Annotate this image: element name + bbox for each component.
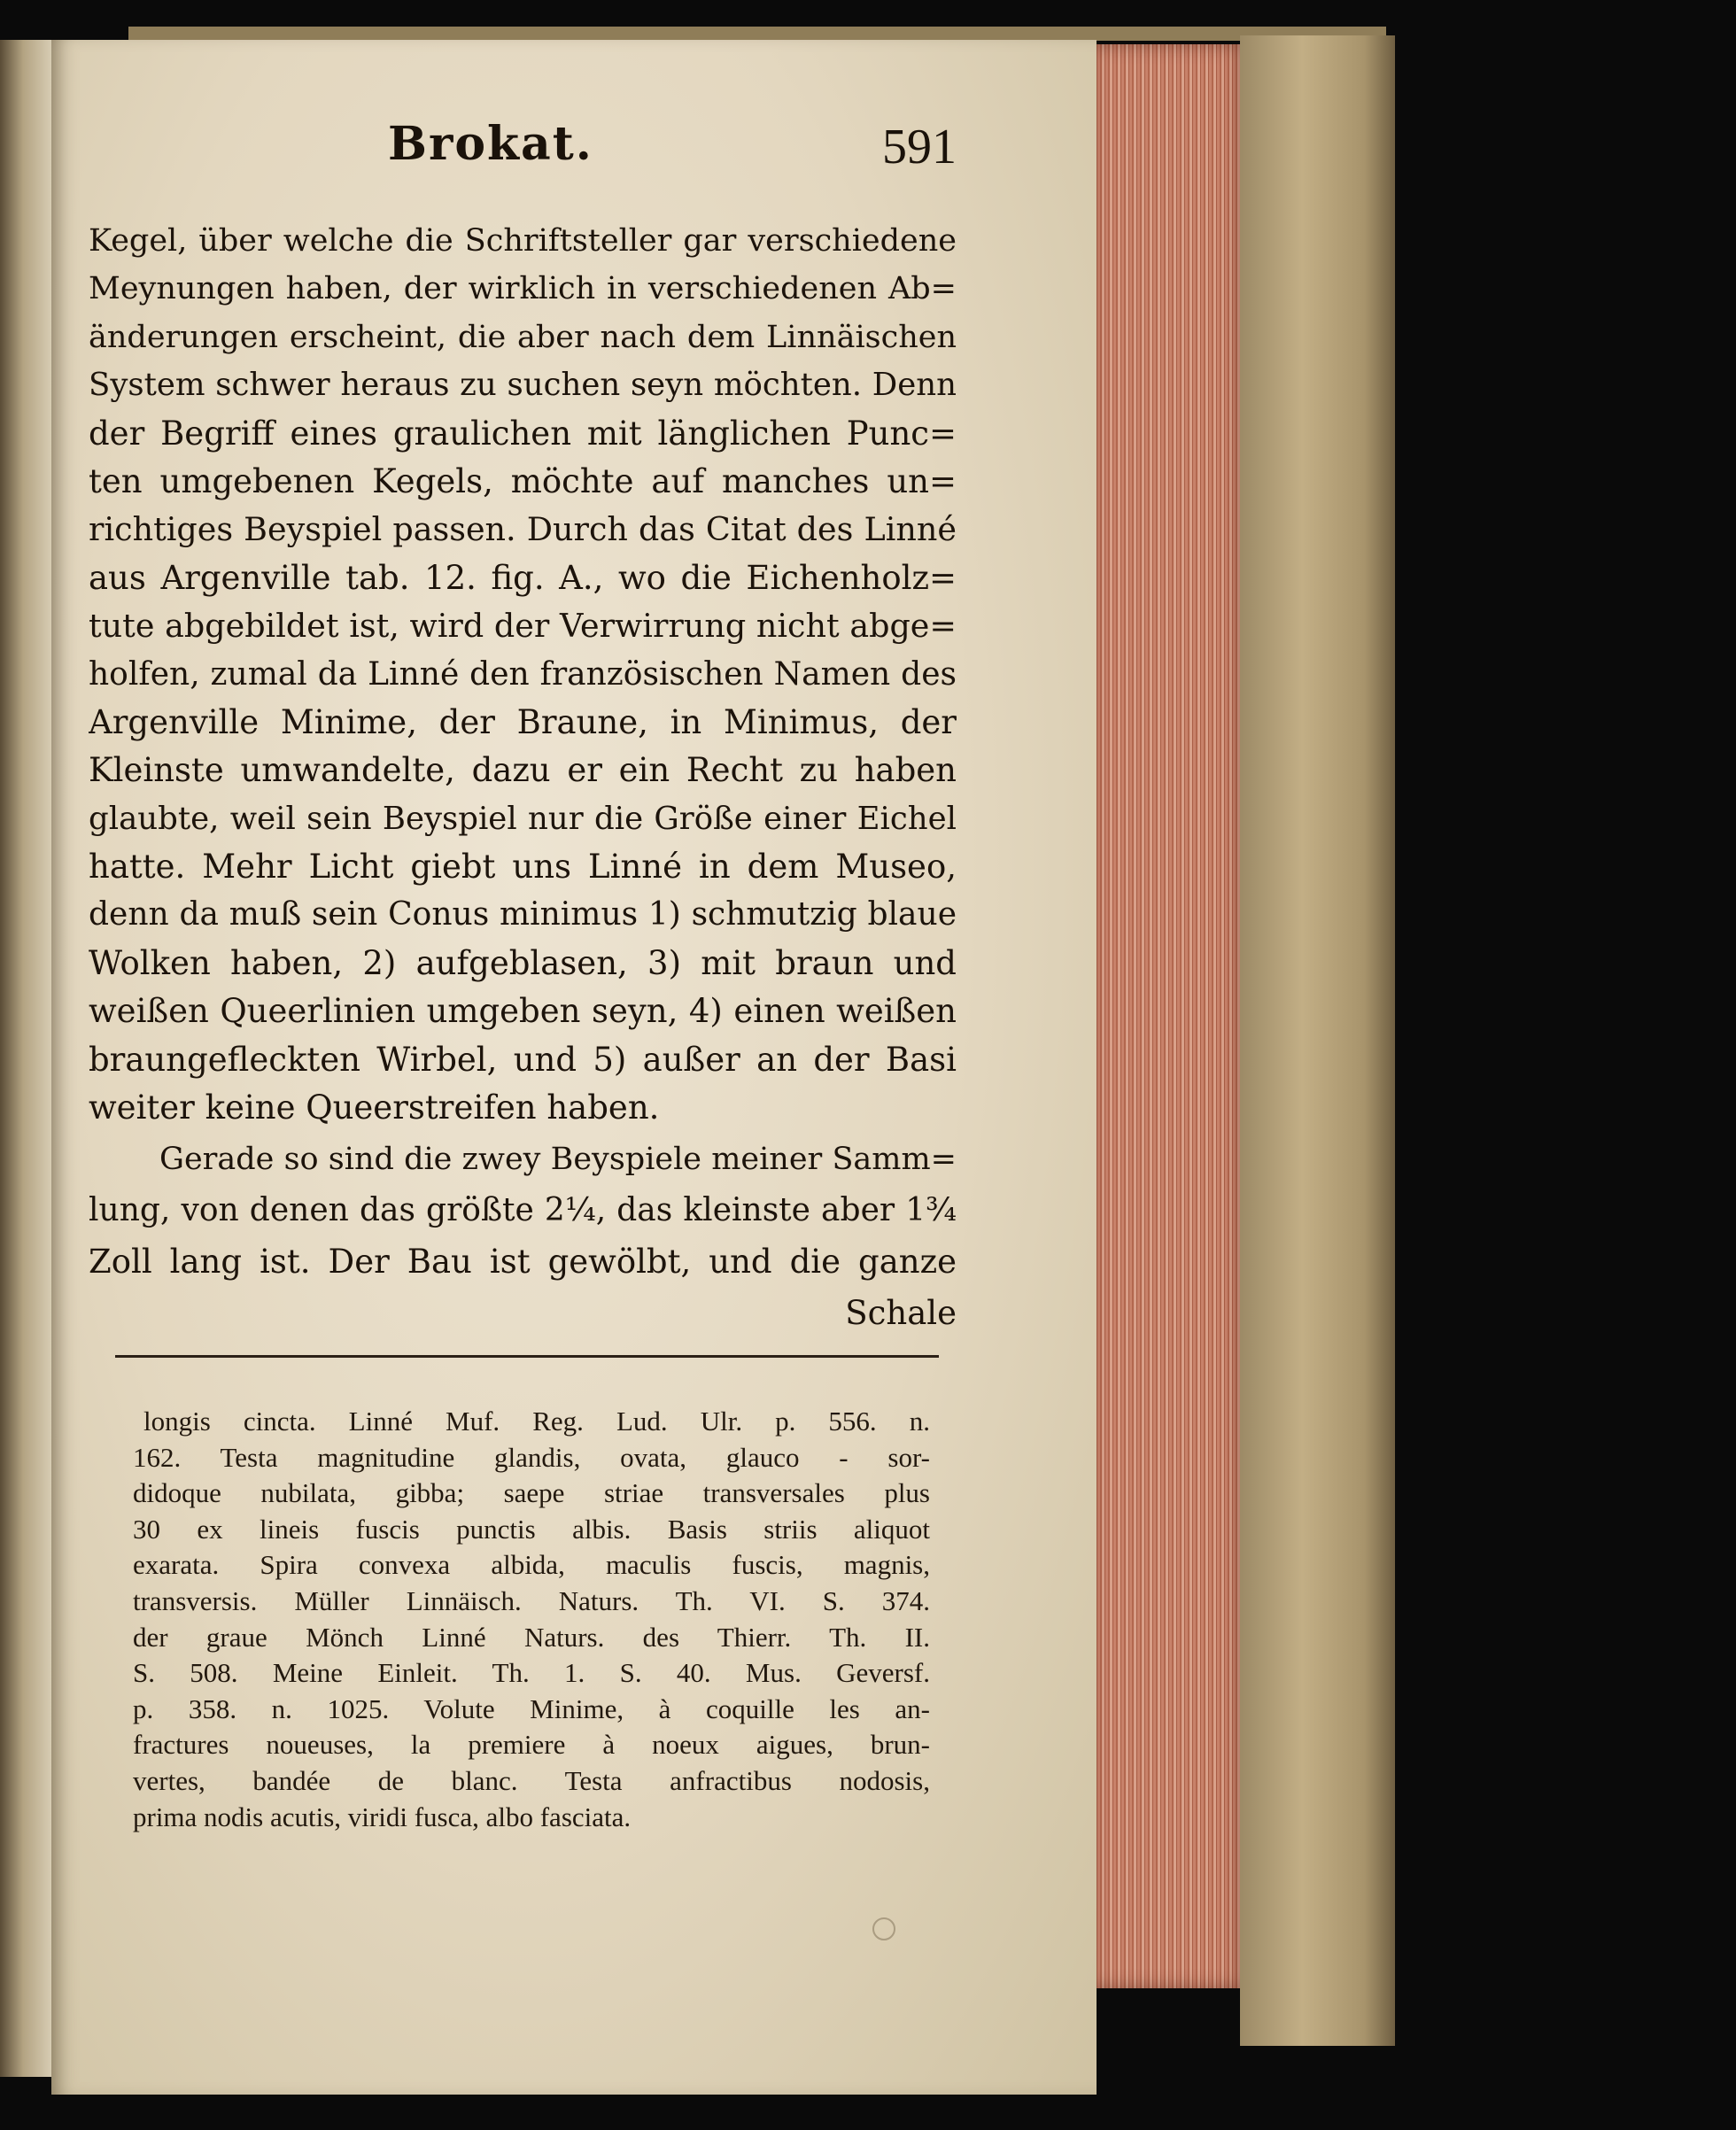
- second-paragraph: [89, 1134, 957, 1339]
- text-line: Meynungen haben, der wirklich in verschiedenen Ab=: [89, 271, 957, 307]
- footnote-line: vertes, bandée de blanc. Testa anfractibus nodosis,: [133, 1764, 930, 1796]
- footnote-line: didoque nubilata, gibba; saepe striae transversales plus: [133, 1477, 930, 1509]
- book-binding: [1240, 35, 1395, 2046]
- paper-stain: [872, 1917, 895, 1940]
- text-line: Gerade so sind die zwey Beyspiele meiner Samm=: [159, 1142, 957, 1177]
- text-line: Kegel, über welche die Schriftsteller gar verschiedene: [89, 223, 957, 259]
- text-line: änderungen erscheint, die aber nach dem Linnäischen: [89, 319, 957, 355]
- text-line: richtiges Beyspiel passen. Durch das Citat des Linné: [89, 510, 957, 549]
- footnote-line: 30 ex lineis fuscis punctis albis. Basis striis aliquot: [133, 1513, 930, 1545]
- cover-top-edge: [128, 27, 1386, 41]
- text-line: glaubte, weil sein Beyspiel nur die Größe einer Eichel: [89, 800, 957, 837]
- catchword: Schale: [845, 1294, 957, 1332]
- text-line: Kleinste umwandelte, dazu er ein Recht zu haben: [89, 751, 957, 790]
- text-line: ten umgebenen Kegels, möchte auf manches un=: [89, 461, 957, 500]
- footnote-rule: [115, 1355, 939, 1358]
- footnote-line: S. 508. Meine Einleit. Th. 1. S. 40. Mus. Geversf.: [133, 1657, 930, 1689]
- footnote-line: transversis. Müller Linnäisch. Naturs. Th. VI. S. 374.: [133, 1584, 930, 1616]
- text-line: denn da muß sein Conus minimus 1) schmutzig blaue: [89, 896, 957, 933]
- text-line: Wolken haben, 2) aufgeblasen, 3) mit braun und: [89, 943, 957, 982]
- text-line: weißen Queerlinien umgeben seyn, 4) einen weißen: [89, 992, 957, 1031]
- text-line: holfen, zumal da Linné den französischen Namen des: [89, 655, 957, 693]
- text-line: weiter keine Queerstreifen haben.: [89, 1088, 660, 1127]
- footnote-line: p. 358. n. 1025. Volute Minime, à coquille les an-: [133, 1692, 930, 1724]
- footnote-line: 162. Testa magnitudine glandis, ovata, glauco - sor-: [133, 1441, 930, 1473]
- text-line: Argenville Minime, der Braune, in Minimus, der: [89, 702, 957, 741]
- left-page-edge: [0, 40, 51, 2077]
- text-line: braungefleckten Wirbel, und 5) außer an der Basi: [89, 1040, 957, 1079]
- footnote-line: exarata. Spira convexa albida, maculis fuscis, magnis,: [133, 1549, 930, 1581]
- text-line: lung, von denen das größte 2¼, das kleinste aber 1¾: [89, 1192, 957, 1228]
- main-text: [89, 217, 957, 1132]
- page-number: 591: [882, 120, 957, 174]
- running-head: Brokat.: [388, 117, 593, 171]
- text-line: Zoll lang ist. Der Bau ist gewölbt, und die ganze: [89, 1243, 957, 1281]
- page-header: [89, 117, 957, 179]
- footnote: [133, 1404, 930, 1835]
- fore-edge: [1089, 44, 1240, 1988]
- text-line: tute abgebildet ist, wird der Verwirrung nicht abge=: [89, 607, 957, 646]
- footnote-line: der graue Mönch Linné Naturs. des Thierr. Th. II.: [133, 1621, 930, 1653]
- text-line: aus Argenville tab. 12. fig. A., wo die Eichenholz=: [89, 558, 957, 597]
- footnote-line: fractures noueuses, la premiere à noeux aigues, brun-: [133, 1729, 930, 1761]
- footnote-line: longis cincta. Linné Muf. Reg. Lud. Ulr. p. 556. n.: [143, 1406, 930, 1437]
- text-line: der Begriff eines graulichen mit länglichen Punc=: [89, 414, 957, 453]
- text-line: System schwer heraus zu suchen seyn möchten. Denn: [89, 367, 957, 404]
- footnote-line: prima nodis acutis, viridi fusca, albo fasciata.: [133, 1801, 632, 1832]
- text-line: hatte. Mehr Licht giebt uns Linné in dem Museo,: [89, 848, 957, 887]
